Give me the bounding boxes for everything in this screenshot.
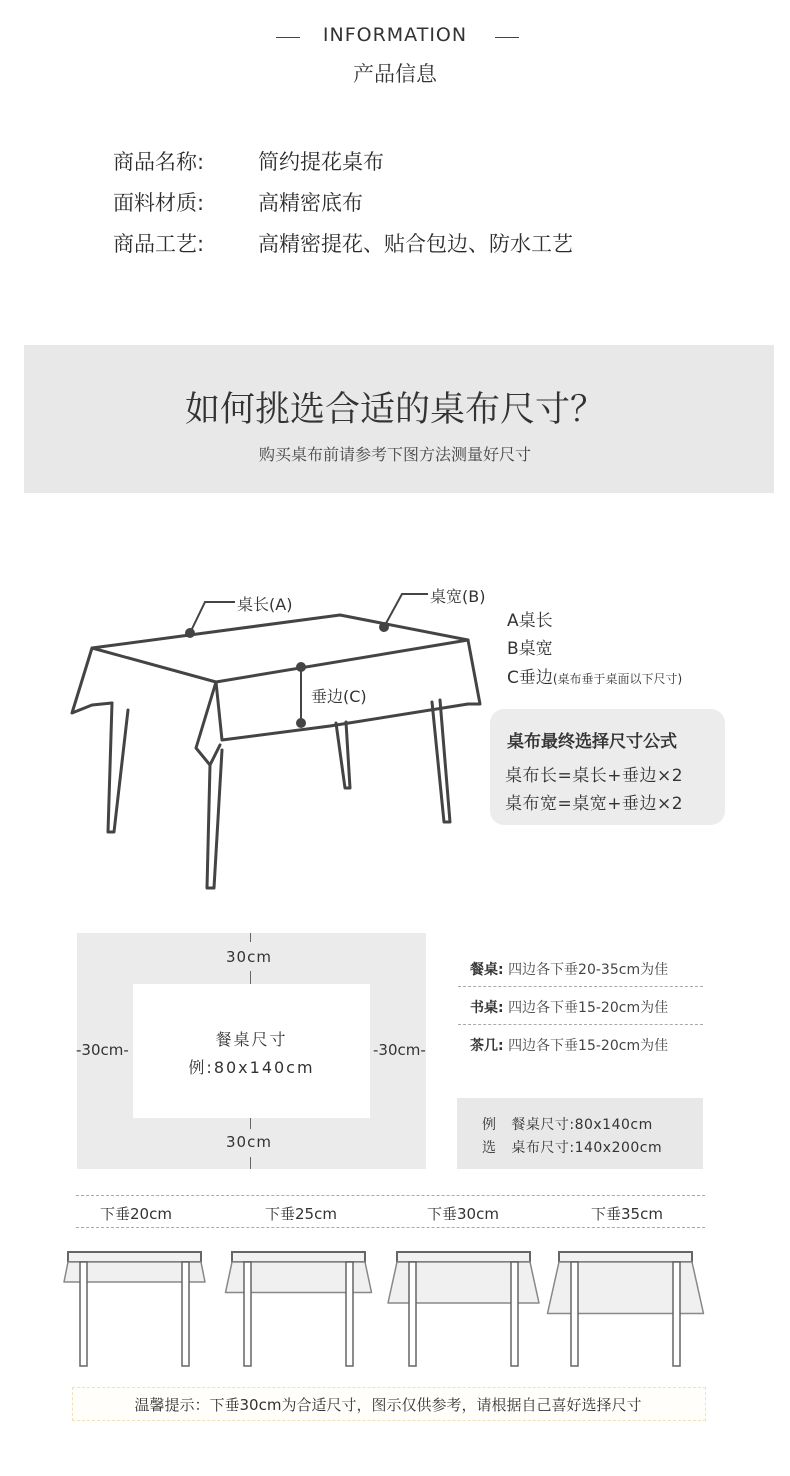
drape-left	[72, 648, 112, 713]
label-length: 桌长(A)	[237, 595, 293, 614]
drop-label-35: 下垂35cm	[591, 1205, 663, 1223]
tick-top	[250, 933, 251, 942]
legend-c-label: C垂边	[507, 668, 553, 688]
leader-width	[384, 594, 428, 627]
header-title-en: INFORMATION	[322, 24, 468, 46]
legend-c-note: (桌布垂于桌面以下尺寸)	[552, 672, 683, 686]
info-label: 面料材质:	[113, 191, 205, 215]
mini-tabletop	[232, 1252, 365, 1262]
table-leg	[432, 700, 450, 822]
divider	[458, 986, 703, 987]
center-title: 餐桌尺寸	[215, 1030, 288, 1049]
mini-leg	[244, 1262, 251, 1366]
info-value: 简约提花桌布	[258, 150, 384, 174]
info-row-material	[113, 187, 363, 217]
drop-illustrations	[0, 1240, 790, 1375]
rec-desk	[470, 997, 668, 1017]
rec-type: 餐桌:	[470, 962, 504, 978]
legend-c	[507, 663, 682, 688]
mini-leg	[182, 1262, 189, 1366]
tabletop-outline	[92, 615, 468, 682]
mini-leg	[80, 1262, 87, 1366]
formula-title: 桌布最终选择尺寸公式	[507, 732, 677, 752]
header-title-cn: 产品信息	[353, 62, 437, 86]
size-diagram-inner	[133, 984, 370, 1118]
center-example: 例:80x140cm	[188, 1058, 315, 1077]
rec-text: 四边各下垂15-20cm为佳	[508, 1038, 669, 1054]
dot-drop-top	[296, 662, 306, 672]
tick-bottom-upper	[250, 1118, 251, 1129]
divider	[458, 1024, 703, 1025]
example-value: 餐桌尺寸:80x140cm	[511, 1117, 653, 1133]
margin-left: -30cm-	[76, 1041, 129, 1059]
example-prefix: 选	[482, 1140, 497, 1156]
drop-label-30: 下垂30cm	[427, 1205, 499, 1223]
dot-length	[185, 628, 195, 638]
mini-leg	[571, 1262, 578, 1366]
example-line-2	[482, 1137, 662, 1157]
info-row-craft	[113, 228, 573, 258]
tick-bottom	[250, 1157, 251, 1169]
example-line-1	[482, 1114, 653, 1134]
divider	[76, 1195, 705, 1196]
leader-length	[190, 602, 235, 633]
mini-leg	[673, 1262, 680, 1366]
info-label: 商品工艺:	[113, 232, 205, 256]
mini-leg	[346, 1262, 353, 1366]
drop-label-25: 下垂25cm	[265, 1205, 337, 1223]
mini-leg	[511, 1262, 518, 1366]
margin-right: -30cm-	[373, 1041, 426, 1059]
tick-top-lower	[250, 971, 251, 984]
banner-subtitle: 购买桌布前请参考下图方法测量好尺寸	[258, 445, 531, 464]
info-value: 高精密底布	[258, 191, 363, 215]
formula-line-width: 桌布宽=桌宽+垂边×2	[505, 794, 684, 814]
table-leg	[336, 722, 350, 788]
rec-dining	[470, 959, 668, 979]
tip-text: 温馨提示：下垂30cm为合适尺寸，图示仅供参考，请根据自己喜好选择尺寸	[134, 1396, 642, 1414]
example-value: 桌布尺寸:140x200cm	[511, 1140, 663, 1156]
divider	[76, 1227, 705, 1228]
legend-b: B桌宽	[507, 639, 553, 659]
rec-text: 四边各下垂15-20cm为佳	[508, 1000, 669, 1016]
dot-width	[379, 622, 389, 632]
info-value: 高精密提花、贴合包边、防水工艺	[258, 232, 573, 256]
rec-text: 四边各下垂20-35cm为佳	[508, 962, 669, 978]
rec-type: 茶几:	[470, 1038, 504, 1054]
rec-type: 书桌:	[470, 1000, 504, 1016]
mini-tabletop	[559, 1252, 692, 1262]
formula-line-length: 桌布长=桌长+垂边×2	[505, 766, 684, 786]
dot-drop-bottom	[296, 718, 306, 728]
drop-label-20: 下垂20cm	[100, 1205, 172, 1223]
label-width: 桌宽(B)	[430, 587, 486, 606]
banner-title: 如何挑选合适的桌布尺寸？	[184, 390, 605, 430]
margin-top: 30cm	[226, 948, 272, 966]
header-line-right	[495, 37, 519, 38]
example-prefix: 例	[482, 1117, 497, 1133]
info-label: 商品名称:	[113, 150, 205, 174]
legend-a: A桌长	[507, 611, 553, 631]
info-row-name	[113, 146, 384, 176]
label-drop: 垂边(C)	[311, 687, 367, 706]
rec-coffee	[470, 1035, 668, 1055]
table-leg	[207, 750, 222, 888]
mini-tabletop	[68, 1252, 201, 1262]
margin-bottom: 30cm	[226, 1133, 272, 1151]
table-leg	[108, 703, 128, 832]
mini-leg	[409, 1262, 416, 1366]
mini-tabletop	[397, 1252, 530, 1262]
